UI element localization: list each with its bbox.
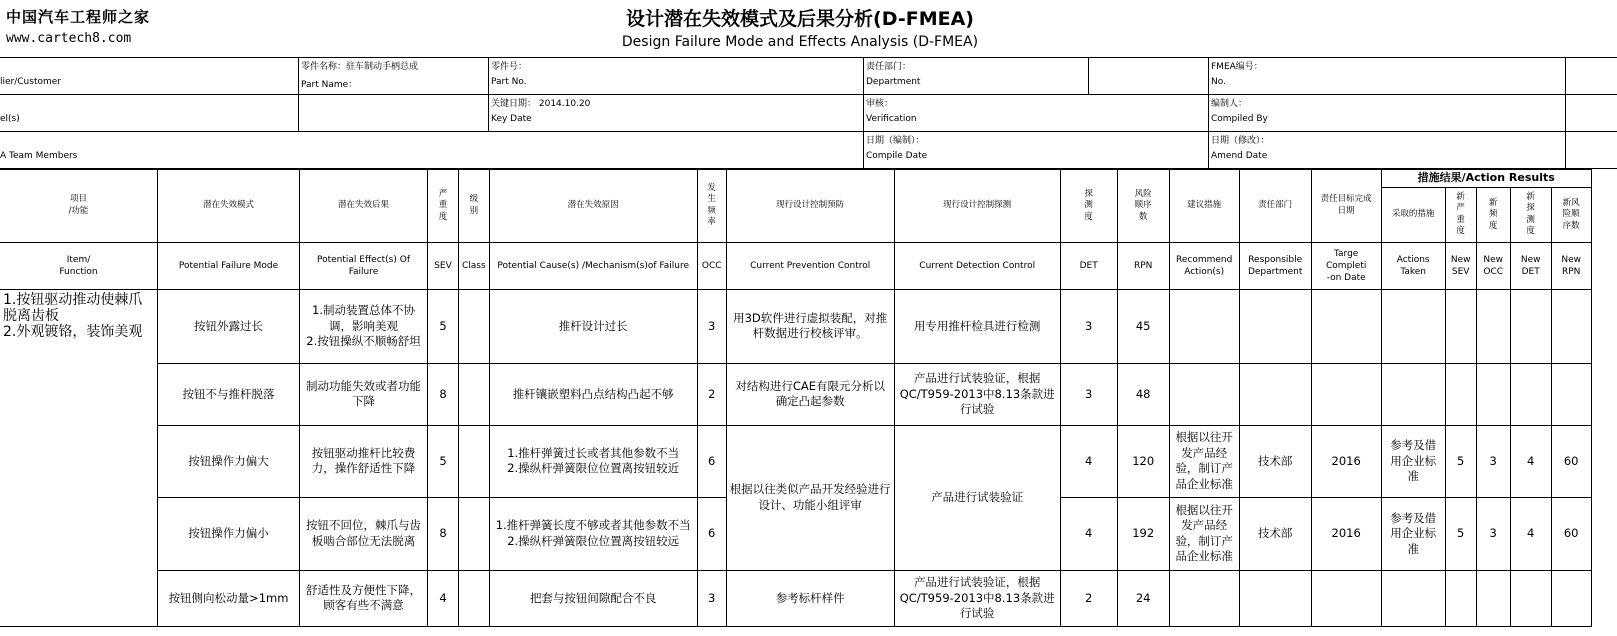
col-target-cn: 责任目标完成 日期 bbox=[1311, 170, 1381, 243]
new-rpn bbox=[1551, 363, 1591, 425]
col-rpn-en: RPN bbox=[1117, 242, 1169, 289]
new-sev bbox=[1445, 570, 1476, 626]
col-mode-en: Potential Failure Mode bbox=[158, 242, 300, 289]
recommend-action: 根据以往开发产品经验，制订产品企业标准 bbox=[1169, 425, 1239, 497]
prevention-control: 用3D软件进行虚拟装配，对推杆数据进行校核评审。 bbox=[726, 289, 894, 363]
prevention-control: 参考标杆样件 bbox=[726, 570, 894, 626]
fmea-no-en: No. bbox=[1211, 77, 1226, 87]
new-rpn bbox=[1551, 570, 1591, 626]
action-taken bbox=[1381, 570, 1445, 626]
verify-en: Verification bbox=[866, 114, 917, 124]
action-taken bbox=[1381, 363, 1445, 425]
col-item-cn: 项目 /功能 bbox=[0, 170, 158, 243]
fmea-no-cn: FMEA编号： bbox=[1211, 62, 1263, 72]
col-taken-en: Actions Taken bbox=[1381, 242, 1445, 289]
col-prevent-en: Current Prevention Control bbox=[726, 242, 894, 289]
failure-cause: 推杆设计过长 bbox=[489, 289, 697, 363]
col-det-cn: 探 测 度 bbox=[1060, 170, 1117, 243]
det-value: 4 bbox=[1060, 425, 1117, 497]
failure-mode: 按钮操作力偏大 bbox=[158, 425, 300, 497]
det-value: 3 bbox=[1060, 289, 1117, 363]
model-label: el(s) bbox=[0, 114, 20, 124]
det-value: 4 bbox=[1060, 497, 1117, 570]
col-occ-cn: 发 生 频 率 bbox=[697, 170, 726, 243]
failure-effect: 按钮不回位，棘爪与齿板啮合部位无法脱离 bbox=[300, 497, 428, 570]
key-date-cn: 关键日期： 2014.10.20 bbox=[491, 99, 591, 109]
prevention-control: 对结构进行CAE有限元分析以确定凸起参数 bbox=[726, 363, 894, 425]
col-new-sev-en: New SEV bbox=[1445, 242, 1476, 289]
col-class-en: Class bbox=[459, 242, 490, 289]
target-date: 2016 bbox=[1311, 425, 1381, 497]
table-row bbox=[0, 289, 1591, 363]
supplier-label: lier/Customer bbox=[0, 77, 61, 87]
responsible-dept bbox=[1239, 363, 1311, 425]
compiled-cn: 编制人： bbox=[1211, 99, 1248, 109]
recommend-action bbox=[1169, 289, 1239, 363]
fmea-table bbox=[0, 169, 1592, 627]
compile-date-en: Compile Date bbox=[866, 151, 928, 161]
failure-mode: 按钮侧向松动量>1mm bbox=[158, 570, 300, 626]
failure-effect: 1.制动装置总体不协调，影响美观 2.按钮操纵不顺畅舒坦 bbox=[300, 289, 428, 363]
new-rpn: 60 bbox=[1551, 425, 1591, 497]
rpn-value: 120 bbox=[1117, 425, 1169, 497]
col-new-det-en: New DET bbox=[1510, 242, 1551, 289]
header-block bbox=[0, 57, 1617, 169]
detection-control: 产品进行试装验证 bbox=[894, 425, 1060, 570]
target-date bbox=[1311, 289, 1381, 363]
new-sev bbox=[1445, 289, 1476, 363]
responsible-dept bbox=[1239, 570, 1311, 626]
det-value: 3 bbox=[1060, 363, 1117, 425]
dept-en: Department bbox=[866, 77, 921, 87]
failure-mode: 按钮外露过长 bbox=[158, 289, 300, 363]
detection-control: 产品进行试装验证，根据QC/T959-2013中8.13条款进行试验 bbox=[894, 363, 1060, 425]
recommend-action: 根据以往开发产品经验，制订产品企业标准 bbox=[1169, 497, 1239, 570]
col-target-en: Targe Completi -on Date bbox=[1311, 242, 1381, 289]
title-cn: 设计潜在失效模式及后果分析(D-FMEA) bbox=[626, 8, 974, 30]
part-no-en: Part No. bbox=[491, 77, 527, 87]
col-det-en: DET bbox=[1060, 242, 1117, 289]
responsible-dept: 技术部 bbox=[1239, 497, 1311, 570]
recommend-action bbox=[1169, 363, 1239, 425]
responsible-dept bbox=[1239, 289, 1311, 363]
responsible-dept: 技术部 bbox=[1239, 425, 1311, 497]
det-value: 2 bbox=[1060, 570, 1117, 626]
new-sev: 5 bbox=[1445, 425, 1476, 497]
key-date-en: Key Date bbox=[491, 114, 532, 124]
amend-date-cn: 日期（修改）： bbox=[1211, 136, 1270, 146]
occ-value: 2 bbox=[697, 363, 726, 425]
target-date bbox=[1311, 363, 1381, 425]
rpn-value: 48 bbox=[1117, 363, 1169, 425]
col-class-cn: 级 别 bbox=[459, 170, 490, 243]
col-rpn-cn: 风险 顺序 数 bbox=[1117, 170, 1169, 243]
col-resp-en: Responsible Department bbox=[1239, 242, 1311, 289]
failure-cause: 推杆镶嵌塑料凸点结构凸起不够 bbox=[489, 363, 697, 425]
col-detect-en: Current Detection Control bbox=[894, 242, 1060, 289]
prevention-control: 根据以往类似产品开发经验进行设计、功能小组评审 bbox=[726, 425, 894, 570]
col-cause-en: Potential Cause(s) /Mechanism(s)of Failure bbox=[489, 242, 697, 289]
col-new-occ-cn: 新 频 度 bbox=[1476, 187, 1510, 242]
col-recommend-en: Recommend Action(s) bbox=[1169, 242, 1239, 289]
team-label: A Team Members bbox=[0, 151, 78, 161]
class-value bbox=[459, 363, 490, 425]
failure-cause: 1.推杆弹簧过长或者其他参数不当 2.操纵杆弹簧限位位置离按钮较近 bbox=[489, 425, 697, 497]
failure-effect: 按钮驱动推杆比较费力，操作舒适性下降 bbox=[300, 425, 428, 497]
new-det bbox=[1510, 570, 1551, 626]
table-row bbox=[0, 363, 1591, 425]
col-mode-cn: 潜在失效模式 bbox=[158, 170, 300, 243]
col-sev-en: SEV bbox=[428, 242, 459, 289]
amend-date-en: Amend Date bbox=[1211, 151, 1268, 161]
part-no-cn: 零件号： bbox=[491, 62, 528, 72]
col-taken-cn: 采取的措施 bbox=[1381, 187, 1445, 242]
rpn-value: 192 bbox=[1117, 497, 1169, 570]
new-rpn bbox=[1551, 289, 1591, 363]
col-new-rpn-cn: 新风 险顺 序数 bbox=[1551, 187, 1591, 242]
failure-mode: 按钮操作力偏小 bbox=[158, 497, 300, 570]
col-new-det-cn: 新 探 测 度 bbox=[1510, 187, 1551, 242]
new-rpn: 60 bbox=[1551, 497, 1591, 570]
table-row bbox=[0, 570, 1591, 626]
col-recommend-cn: 建议措施 bbox=[1169, 170, 1239, 243]
col-occ-en: OCC bbox=[697, 242, 726, 289]
action-taken: 参考及借用企业标准 bbox=[1381, 497, 1445, 570]
col-prevent-cn: 现行设计控制预防 bbox=[726, 170, 894, 243]
action-results-header: 措施结果/Action Results bbox=[1381, 170, 1591, 188]
failure-effect: 制动功能失效或者功能下降 bbox=[300, 363, 428, 425]
class-value bbox=[459, 289, 490, 363]
new-det: 4 bbox=[1510, 425, 1551, 497]
occ-value: 3 bbox=[697, 289, 726, 363]
sev-value: 5 bbox=[428, 289, 459, 363]
logo bbox=[6, 6, 150, 46]
col-new-rpn-en: New RPN bbox=[1551, 242, 1591, 289]
target-date: 2016 bbox=[1311, 497, 1381, 570]
logo-text: 中国汽车工程师之家 bbox=[6, 8, 151, 26]
new-occ bbox=[1476, 570, 1510, 626]
sev-value: 8 bbox=[428, 497, 459, 570]
sev-value: 5 bbox=[428, 425, 459, 497]
detection-control: 产品进行试装验证，根据QC/T959-2013中8.13条款进行试验 bbox=[894, 570, 1060, 626]
table-row bbox=[0, 425, 1591, 497]
title-en: Design Failure Mode and Effects Analysis (D-FMEA) bbox=[621, 34, 979, 50]
compiled-en: Compiled By bbox=[1211, 114, 1268, 124]
col-effect-cn: 潜在失效后果 bbox=[300, 170, 428, 243]
sev-value: 8 bbox=[428, 363, 459, 425]
new-sev: 5 bbox=[1445, 497, 1476, 570]
rpn-value: 24 bbox=[1117, 570, 1169, 626]
failure-cause: 把套与按钮间隙配合不良 bbox=[489, 570, 697, 626]
col-new-occ-en: New OCC bbox=[1476, 242, 1510, 289]
new-det bbox=[1510, 289, 1551, 363]
occ-value: 3 bbox=[697, 570, 726, 626]
col-item-en: Item/ Function bbox=[0, 242, 158, 289]
failure-effect: 舒适性及方便性下降，顾客有些不满意 bbox=[300, 570, 428, 626]
new-occ bbox=[1476, 363, 1510, 425]
new-det: 4 bbox=[1510, 497, 1551, 570]
new-sev bbox=[1445, 363, 1476, 425]
part-name-cn: 零件名称：驻车制动手柄总成 bbox=[301, 62, 419, 72]
class-value bbox=[459, 497, 490, 570]
class-value bbox=[459, 425, 490, 497]
new-det bbox=[1510, 363, 1551, 425]
action-taken bbox=[1381, 289, 1445, 363]
col-resp-cn: 责任部门 bbox=[1239, 170, 1311, 243]
occ-value: 6 bbox=[697, 497, 726, 570]
recommend-action bbox=[1169, 570, 1239, 626]
part-name-en: Part Name： bbox=[301, 80, 358, 90]
logo-url: www.cartech8.com bbox=[6, 31, 132, 46]
sev-value: 4 bbox=[428, 570, 459, 626]
col-cause-cn: 潜在失效原因 bbox=[489, 170, 697, 243]
failure-mode: 按钮不与推杆脱落 bbox=[158, 363, 300, 425]
occ-value: 6 bbox=[697, 425, 726, 497]
new-occ: 3 bbox=[1476, 425, 1510, 497]
col-new-sev-cn: 新 严 重 度 bbox=[1445, 187, 1476, 242]
detection-control: 用专用推杆检具进行检测 bbox=[894, 289, 1060, 363]
col-detect-cn: 现行设计控制探测 bbox=[894, 170, 1060, 243]
new-occ bbox=[1476, 289, 1510, 363]
dept-cn: 责任部门： bbox=[866, 62, 912, 72]
class-value bbox=[459, 570, 490, 626]
compile-date-cn: 日期（编制）： bbox=[866, 136, 925, 146]
new-occ: 3 bbox=[1476, 497, 1510, 570]
action-taken: 参考及借用企业标准 bbox=[1381, 425, 1445, 497]
failure-cause: 1.推杆弹簧长度不够或者其他参数不当 2.操纵杆弹簧限位位置离按钮较远 bbox=[489, 497, 697, 570]
target-date bbox=[1311, 570, 1381, 626]
function-cell: 1.按钮驱动推动使棘爪脱离齿板 2.外观镀铬，装饰美观 bbox=[0, 289, 158, 626]
rpn-value: 45 bbox=[1117, 289, 1169, 363]
verify-cn: 审核： bbox=[866, 99, 894, 109]
col-sev-cn: 严 重 度 bbox=[428, 170, 459, 243]
col-effect-en: Potential Effect(s) Of Failure bbox=[300, 242, 428, 289]
